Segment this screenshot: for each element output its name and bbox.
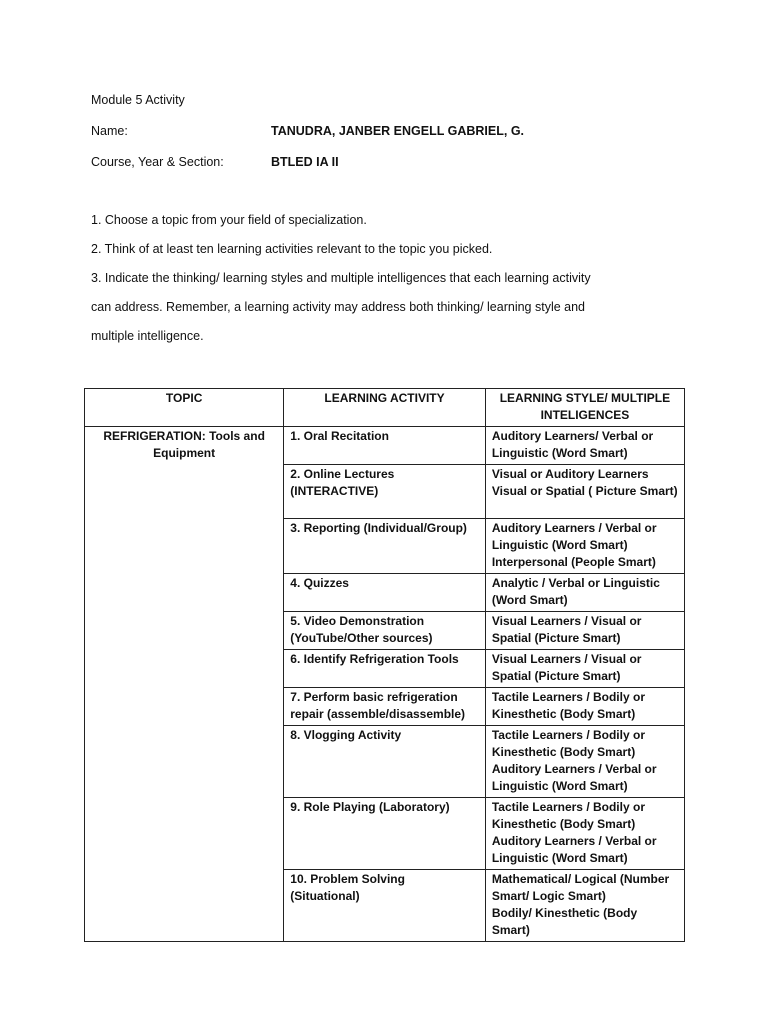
activity-line: 7. Perform basic refrigeration [290,690,458,704]
activity-line: 3. Reporting (Individual/Group) [290,521,467,535]
style-line: Interpersonal (People Smart) [491,555,656,569]
activity-cell [284,798,486,870]
instruction-2: 2. Think of at least ten learning activities relevant to the topic you picked. [91,242,493,256]
instruction-3-end: multiple intelligence. [91,329,204,343]
style-line: Tactile Learners / Bodily or [491,690,645,704]
style-line: Mathematical/ Logical (Number [491,872,670,886]
activity-line: 10. Problem Solving [290,872,405,886]
activity-line: repair (assemble/disassemble) [290,707,466,721]
activity-cell [284,427,486,465]
document-title: Module 5 Activity [91,93,185,107]
style-cell [485,870,684,942]
style-line: Linguistic (Word Smart) [491,779,628,793]
activity-cell [284,726,486,798]
header-learning-style: LEARNING STYLE/ MULTIPLE INTELIGENCES [485,389,684,427]
style-line: Kinesthetic (Body Smart) [491,707,636,721]
style-line: Visual Learners / Visual or [491,614,642,628]
activity-cell [284,574,486,612]
activity-cell [284,688,486,726]
activity-line: 2. Online Lectures [290,467,395,481]
style-cell [485,798,684,870]
name-label: Name: [91,124,128,138]
name-value: TANUDRA, JANBER ENGELL GABRIEL, G. [271,124,525,138]
activity-line: 9. Role Playing (Laboratory) [290,800,450,814]
activity-line: 8. Vlogging Activity [290,728,402,742]
activity-line: 6. Identify Refrigeration Tools [290,652,459,666]
style-line: Tactile Learners / Bodily or [491,728,645,742]
activity-line: 5. Video Demonstration [290,614,425,628]
style-line: Smart/ Logic Smart) [491,889,606,903]
style-line: Linguistic (Word Smart) [491,538,628,552]
header-learning-activity: LEARNING ACTIVITY [284,389,486,427]
activity-cell [284,465,486,519]
style-line: Auditory Learners / Verbal or [491,834,657,848]
style-line: Auditory Learners / Verbal or [491,762,657,776]
table-header-row [85,389,685,427]
style-line: Smart) [491,923,530,937]
course-label: Course, Year & Section: [91,155,224,169]
style-cell [485,519,684,574]
activity-line: (YouTube/Other sources) [290,631,433,645]
topic-cell: REFRIGERATION: Tools and Equipment [85,427,284,942]
table-row [85,427,685,465]
style-line: Linguistic (Word Smart) [491,446,628,460]
activity-line: 1. Oral Recitation [290,429,389,443]
style-cell [485,427,684,465]
style-line: Visual or Spatial ( Picture Smart) [491,484,678,498]
style-line: Tactile Learners / Bodily or [491,800,645,814]
style-line: Spatial (Picture Smart) [491,669,621,683]
activity-line: 4. Quizzes [290,576,349,590]
style-line: Analytic / Verbal or Linguistic [491,576,660,590]
style-line: Auditory Learners/ Verbal or [491,429,654,443]
activity-cell [284,650,486,688]
activity-cell [284,519,486,574]
style-line: Kinesthetic (Body Smart) [491,817,636,831]
style-line: Visual or Auditory Learners [491,467,649,481]
activity-cell [284,612,486,650]
style-cell [485,726,684,798]
style-line: Bodily/ Kinesthetic (Body [491,906,638,920]
activity-cell [284,870,486,942]
activities-table [84,388,685,942]
style-line: Linguistic (Word Smart) [491,851,628,865]
instruction-3: 3. Indicate the thinking/ learning styles and multiple intelligences that each learning activity [91,271,591,285]
instruction-1: 1. Choose a topic from your field of specialization. [91,213,367,227]
style-line: Visual Learners / Visual or [491,652,642,666]
style-line: Auditory Learners / Verbal or [491,521,657,535]
style-line: (Word Smart) [491,593,568,607]
style-line: Spatial (Picture Smart) [491,631,621,645]
activity-line: (Situational) [290,889,360,903]
course-value: BTLED IA II [271,155,339,169]
style-line: Kinesthetic (Body Smart) [491,745,636,759]
activity-line: (INTERACTIVE) [290,484,379,498]
style-cell [485,650,684,688]
style-cell [485,612,684,650]
header-topic: TOPIC [85,389,284,427]
style-cell [485,574,684,612]
style-cell [485,465,684,519]
instruction-3-continued: can address. Remember, a learning activity may address both thinking/ learning style and [91,300,586,314]
table-body [85,427,685,942]
style-cell [485,688,684,726]
